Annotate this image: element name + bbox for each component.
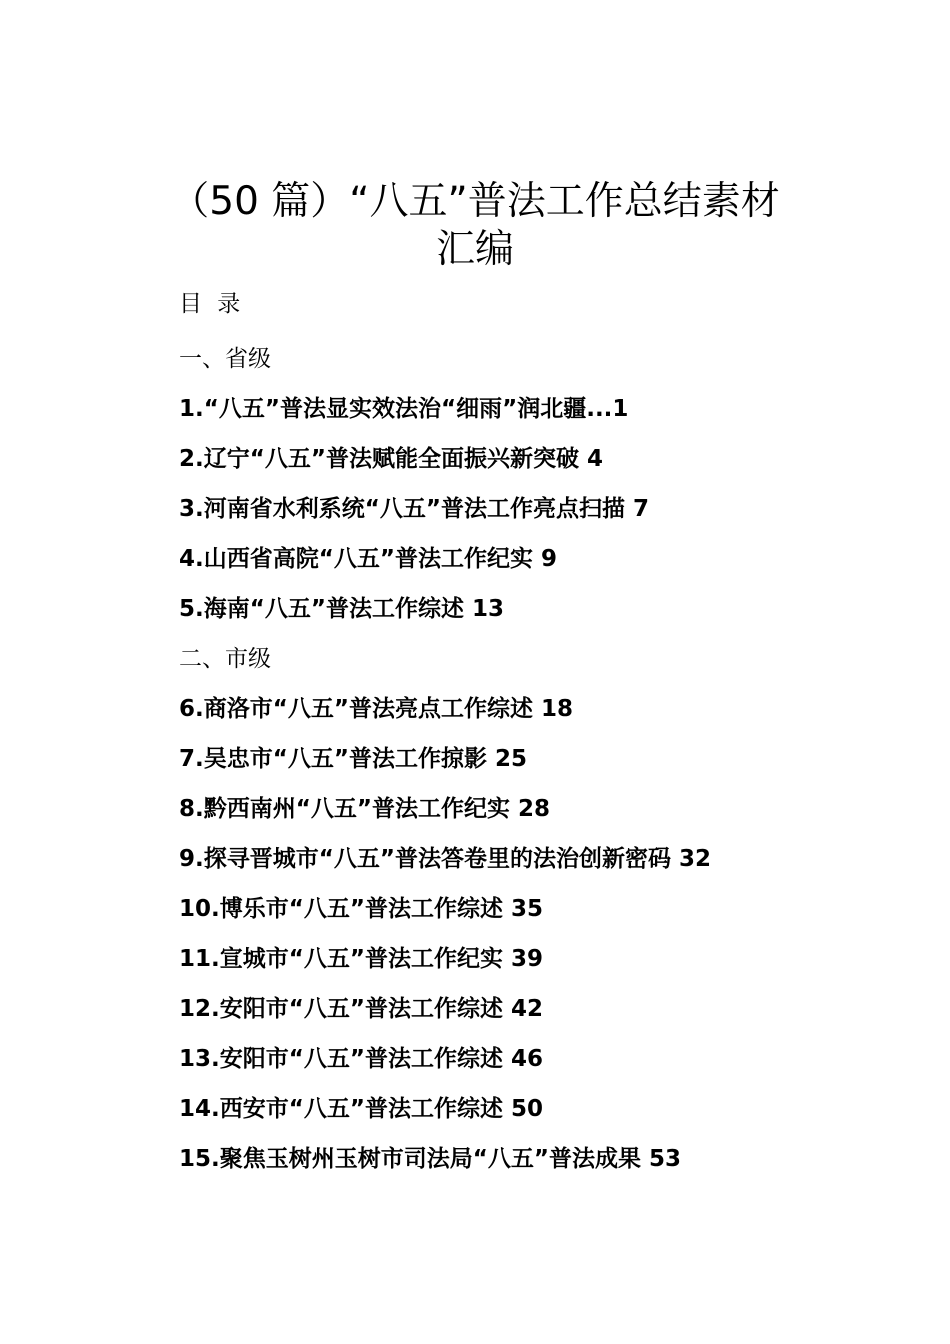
toc-entry[interactable]: 1.“八五”普法显实效法治“细雨”润北疆...1 — [179, 396, 629, 422]
table-of-contents — [179, 284, 919, 1184]
toc-heading: 目 录 — [179, 291, 245, 317]
toc-entry[interactable]: 13.安阳市“八五”普法工作综述 46 — [179, 1046, 543, 1072]
toc-entry[interactable]: 15.聚焦玉树州玉树市司法局“八五”普法成果 53 — [179, 1146, 681, 1172]
toc-entry[interactable]: 9.探寻晋城市“八五”普法答卷里的法治创新密码 32 — [179, 846, 711, 872]
toc-entry[interactable]: 2.辽宁“八五”普法赋能全面振兴新突破 4 — [179, 446, 603, 472]
toc-entry[interactable]: 11.宣城市“八五”普法工作纪实 39 — [179, 946, 543, 972]
toc-entry[interactable]: 7.吴忠市“八五”普法工作掠影 25 — [179, 746, 527, 772]
toc-entry[interactable]: 4.山西省高院“八五”普法工作纪实 9 — [179, 546, 557, 572]
toc-entry[interactable]: 3.河南省水利系统“八五”普法工作亮点扫描 7 — [179, 496, 649, 522]
toc-entry[interactable]: 6.商洛市“八五”普法亮点工作综述 18 — [179, 696, 573, 722]
title-line-2: 汇编 — [435, 227, 514, 272]
section-label-provincial: 一、省级 — [179, 346, 271, 372]
toc-entry[interactable]: 10.博乐市“八五”普法工作综述 35 — [179, 896, 543, 922]
toc-entry[interactable]: 8.黔西南州“八五”普法工作纪实 28 — [179, 796, 550, 822]
toc-entry[interactable]: 5.海南“八五”普法工作综述 13 — [179, 596, 504, 622]
section-label-municipal: 二、市级 — [179, 646, 271, 672]
toc-entry[interactable]: 12.安阳市“八五”普法工作综述 42 — [179, 996, 543, 1022]
title-line-1: （50 篇）“八五”普法工作总结素材 — [170, 179, 780, 224]
document-title — [60, 178, 890, 274]
toc-entry[interactable]: 14.西安市“八五”普法工作综述 50 — [179, 1096, 543, 1122]
